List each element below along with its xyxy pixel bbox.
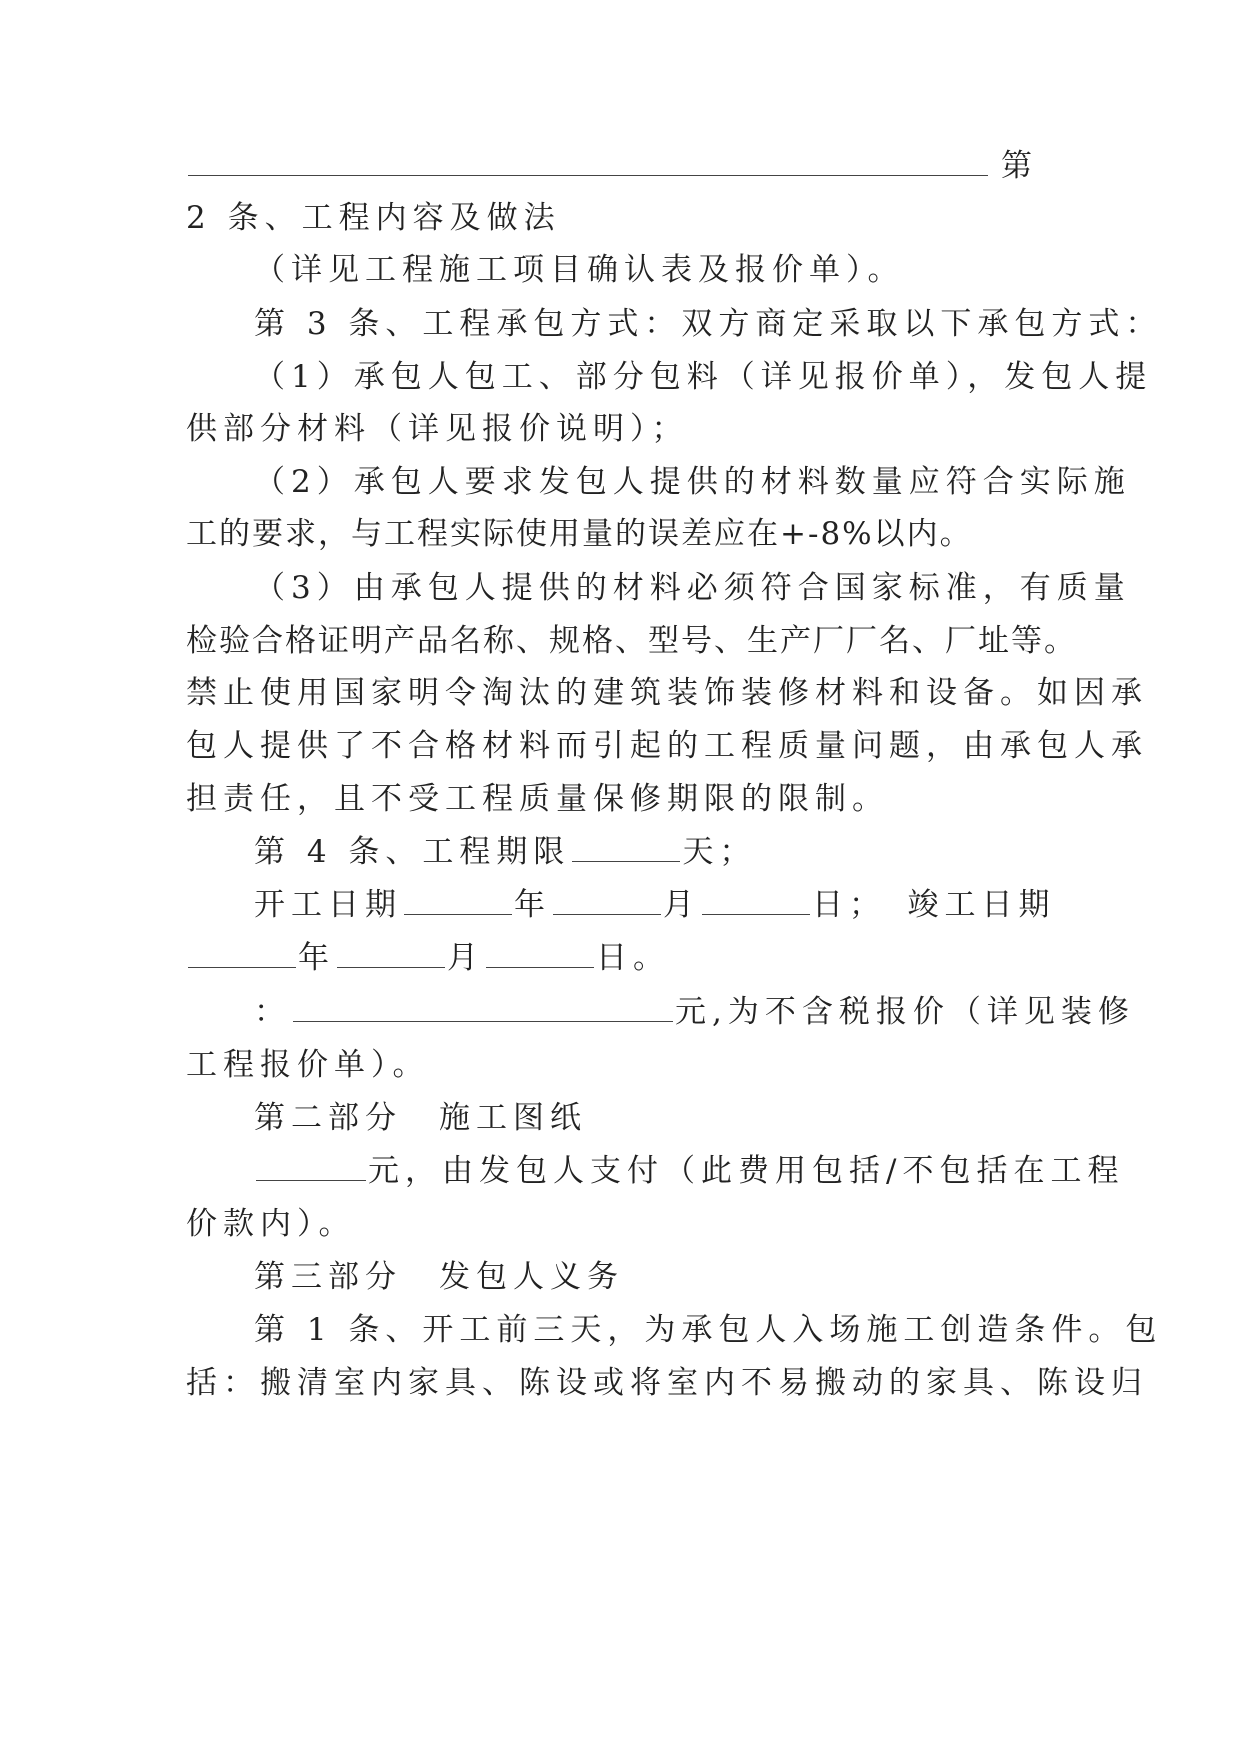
article-3-item-3-cont-2: 禁止使用国家明令淘汰的建筑装饰装修材料和设备。如因承 <box>186 675 1148 711</box>
fill-blank <box>486 937 594 968</box>
article-3-item-3-cont-3: 包人提供了不合格材料而引起的工程质量问题，由承包人承 <box>186 728 1148 764</box>
fill-blank <box>404 884 512 915</box>
line-text: 第 <box>1001 148 1038 184</box>
article-2-body: （详见工程施工项目确认表及报价单）。 <box>254 252 905 288</box>
line-text: 第 4 条、工程期限 <box>254 834 571 870</box>
completion-date-line <box>186 930 1052 986</box>
price-line <box>254 984 1135 1040</box>
article-3-item-3: （3）由承包人提供的材料必须符合国家标准，有质量 <box>254 570 1131 606</box>
part-3-article-1: 第 1 条、开工前三天，为承包人入场施工创造条件。包 <box>254 1312 1163 1348</box>
article-3-item-1: （1）承包人包工、部分包料（详见报价单），发包人提 <box>254 359 1153 395</box>
line-text: 年 <box>514 887 551 923</box>
article-3-item-1-cont: 供部分材料（详见报价说明）； <box>186 411 689 447</box>
part-3-article-1-cont: 括：搬清室内家具、陈设或将室内不易搬动的家具、陈设归 <box>186 1365 1148 1401</box>
drawing-fee-cont: 价款内）。 <box>186 1206 356 1242</box>
fill-blank <box>256 1150 366 1181</box>
line-text: ： <box>254 994 291 1030</box>
fill-blank <box>553 884 661 915</box>
line-section-lead <box>186 138 1052 194</box>
fill-blank <box>188 937 296 968</box>
drawing-fee-line <box>254 1143 1125 1199</box>
article-3-heading: 第 3 条、工程承包方式：双方商定采取以下承包方式： <box>254 306 1163 342</box>
article-3-item-3-cont-4: 担责任，且不受工程质量保修期限的限制。 <box>186 781 889 817</box>
line-text: 元，由发包人支付（此费用包括/不包括在工程 <box>368 1153 1125 1189</box>
start-date-line <box>254 877 1056 933</box>
fill-blank <box>702 884 810 915</box>
part-2-heading: 第二部分 施工图纸 <box>254 1100 587 1136</box>
line-text: 天； <box>682 834 757 870</box>
fill-blank <box>293 991 673 1022</box>
fill-blank <box>188 145 988 176</box>
price-line-cont: 工程报价单）。 <box>186 1047 430 1083</box>
line-text: 月 <box>663 887 700 923</box>
article-3-item-2: （2）承包人要求发包人提供的材料数量应符合实际施 <box>254 464 1131 500</box>
article-4-heading <box>254 824 1052 880</box>
line-text: 开工日期 <box>254 887 402 923</box>
line-text: 月 <box>447 940 484 976</box>
part-3-heading: 第三部分 发包人义务 <box>254 1259 624 1295</box>
article-3-item-2-cont: 工的要求，与工程实际使用量的误差应在+-8%以内。 <box>186 516 973 552</box>
line-text: 元,为不含税报价（详见装修 <box>675 994 1135 1030</box>
line-text: 年 <box>298 940 335 976</box>
line-text: 日。 <box>596 940 670 976</box>
line-text: 日； 竣工日期 <box>812 887 1056 923</box>
fill-blank <box>572 831 680 862</box>
fill-blank <box>337 937 445 968</box>
article-3-item-3-cont-1: 检验合格证明产品名称、规格、型号、生产厂厂名、厂址等。 <box>186 623 1077 659</box>
article-2-heading: 2 条、工程内容及做法 <box>186 200 561 236</box>
